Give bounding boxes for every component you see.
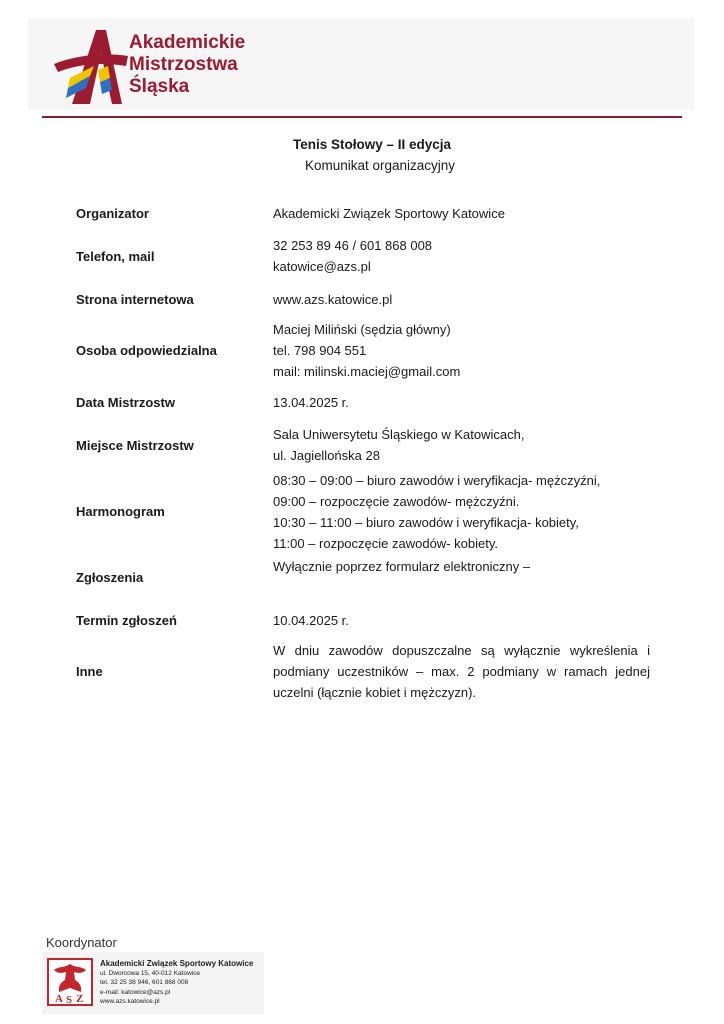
brand-line-1: Akademickie [129, 32, 246, 53]
footer-org-name: Akademicki Związek Sportowy Katowice [100, 959, 254, 968]
other-label: Inne [76, 664, 103, 679]
brand-line-2: Mistrzostwa [129, 54, 238, 75]
venue-value [273, 424, 524, 466]
schedule-line: 11:00 – rozpoczęcie zawodów- kobiety. [273, 536, 498, 551]
footer-contact [100, 958, 253, 1006]
footer-web: www.azs.katowice.pl [100, 997, 160, 1005]
person-label: Osoba odpowiedzialna [76, 343, 217, 358]
contact-email: katowice@azs.pl [273, 259, 371, 274]
schedule-line: 09:00 – rozpoczęcie zawodów- mężczyźni. [273, 494, 520, 509]
schedule-line: 10:30 – 11:00 – biuro zawodów i weryfikacja- kobiety, [273, 515, 579, 530]
website-label: Strona internetowa [76, 292, 194, 307]
svg-text:A: A [55, 993, 63, 1005]
header-divider [42, 116, 682, 118]
svg-text:Z: Z [76, 993, 84, 1005]
registration-label: Zgłoszenia [76, 570, 144, 585]
venue-street: ul. Jagiellońska 28 [273, 448, 380, 463]
other-value: W dniu zawodów dopuszczalne są wyłącznie wykreślenia i podmiany uczestników – max. 2 podmiany w ramach jednej uczelni (łącznie kobiet i mężczyzn). [273, 643, 650, 700]
contact-label: Telefon, mail [76, 249, 155, 264]
schedule-line: 08:30 – 09:00 – biuro zawodów i weryfikacja- mężczyźni, [273, 473, 601, 488]
person-name: Maciej Miliński (sędzia główny) [273, 322, 451, 337]
person-phone: tel. 798 904 551 [273, 343, 367, 358]
footer-address: ul. Dworcowa 15, 40-012 Katowice [100, 970, 201, 977]
registration-value: Wyłącznie poprzez formularz elektroniczny – [273, 559, 531, 574]
footer-title: Koordynator [46, 935, 117, 950]
brand-line-3: Śląska [129, 76, 190, 97]
ams-logo-icon [50, 26, 130, 108]
date-label: Data Mistrzostw [76, 395, 175, 410]
venue-label: Miejsce Mistrzostw [76, 438, 194, 453]
contact-phone: 32 253 89 46 / 601 868 008 [273, 238, 433, 253]
document-title: Tenis Stołowy – II edycja [292, 137, 452, 152]
footer-phone: tel. 32 25 38 946, 601 868 008 [100, 979, 189, 987]
deadline-value: 10.04.2025 r. [273, 613, 349, 628]
brand-name [129, 32, 245, 98]
venue-name: Sala Uniwersytetu Śląskiego w Katowicach, [273, 427, 525, 442]
document-subtitle: Komunikat organizacyjny [304, 158, 456, 173]
footer-email: e-mail: katowice@azs.pl [100, 988, 171, 996]
contact-value [273, 235, 432, 277]
date-value: 13.04.2025 r. [273, 395, 349, 410]
organizer-value: Akademicki Związek Sportowy Katowice [273, 206, 505, 221]
schedule-label: Harmonogram [76, 504, 165, 519]
website-value: www.azs.katowice.pl [273, 292, 393, 307]
person-value [273, 319, 460, 382]
azs-eagle-logo-icon [47, 958, 93, 1006]
schedule-value [273, 470, 600, 554]
organizer-label: Organizator [76, 206, 149, 221]
person-email: mail: milinski.maciej@gmail.com [273, 364, 461, 379]
deadline-label: Termin zgłoszeń [76, 613, 177, 628]
svg-text:S: S [66, 994, 73, 1006]
